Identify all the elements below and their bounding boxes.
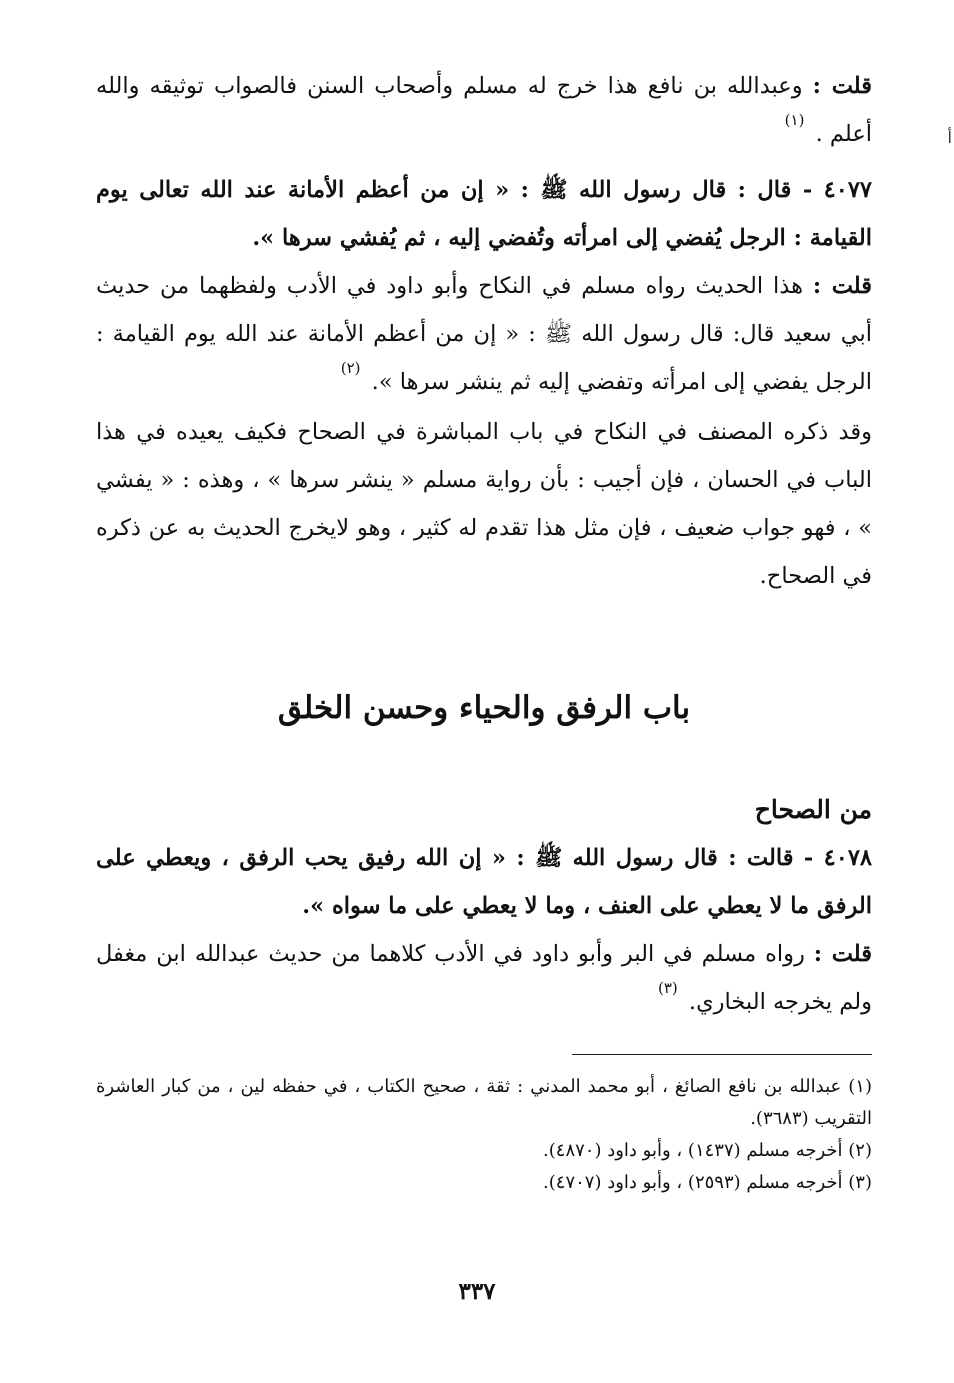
hadith-4077-text: ٤٠٧٧ - قال : قال رسول الله ﷺ : « إن من أعظم الأمانة عند الله تعالى يوم القيامة : الرجل يُفضي إلى امرأته وتُفضي إليه ، ثم يُفشي سرها ».: [96, 177, 872, 251]
page-number: ٣٣٧: [458, 1278, 496, 1305]
margin-mark: أ: [947, 128, 952, 147]
footnote-3: (٣) أخرجه مسلم (٢٥٩٣) ، وأبو داود (٤٧٠٧).: [543, 1172, 872, 1193]
footnote-2: (٢) أخرجه مسلم (١٤٣٧) ، وأبو داود (٤٨٧٠).: [543, 1140, 872, 1161]
commentary-paragraph-2: [96, 262, 872, 408]
page-body: [96, 62, 872, 1199]
commentary-text: وعبدالله بن نافع هذا خرج له مسلم وأصحاب السنن فالصواب توثيقه والله أعلم .: [96, 73, 872, 147]
commentary-paragraph-1: [96, 62, 872, 160]
footnote-ref-2[interactable]: (٢): [340, 359, 361, 377]
commentary-label: قلت :: [812, 273, 873, 299]
footnote-divider: [572, 1054, 872, 1055]
commentary-paragraph-4: [96, 930, 872, 1028]
footnote-1: (١) عبدالله بن نافع الصائغ ، أبو محمد المدني : ثقة ، صحيح الكتاب ، في حفظه لين ، من كبار العاشرة التقريب (٣٦٨٣).: [96, 1076, 872, 1129]
section-title: من الصحاح: [754, 795, 872, 824]
commentary-label: قلت :: [812, 73, 872, 99]
commentary-text: رواه مسلم في البر وأبو داود في الأدب كلاهما من حديث عبدالله ابن مغفل ولم يخرجه البخاري.: [96, 941, 872, 1015]
commentary-text: وقد ذكره المصنف في النكاح في باب المباشرة في الصحاح فكيف يعيده في هذا الباب في الحسان ، فإن أجيب : بأن رواية مسلم « ينشر سرها » ، وهذه : « يفشي » ، فهو جواب ضعيف ، فإن مثل هذا تقدم له كثير ، وهو لايخرج الحديث به عن ذكره في الصحاح.: [96, 419, 872, 589]
commentary-text: هذا الحديث رواه مسلم في النكاح وأبو داود في الأدب ولفظهما من حديث أبي سعيد قال: قال رسول الله ﷺ : « إن من أعظم الأمانة عند الله يوم القيامة : الرجل يفضي إلى امرأته وتفضي إليه ثم ينشر سرها ».: [96, 273, 872, 395]
footnote-ref-3[interactable]: (٣): [657, 979, 678, 997]
chapter-title: باب الرفق والحياء وحسن الخلق: [277, 690, 691, 726]
hadith-4077: [96, 166, 872, 262]
commentary-label: قلت :: [813, 941, 873, 967]
commentary-paragraph-3: [96, 408, 872, 600]
hadith-4078-text: ٤٠٧٨ - قالت : قال رسول الله ﷺ : « إن الله رفيق يحب الرفق ، ويعطي على الرفق ما لا يعطي على العنف ، وما لا يعطي على ما سواه ».: [96, 845, 872, 919]
hadith-4078: [96, 834, 872, 930]
footnote-ref-1[interactable]: (١): [784, 111, 805, 129]
